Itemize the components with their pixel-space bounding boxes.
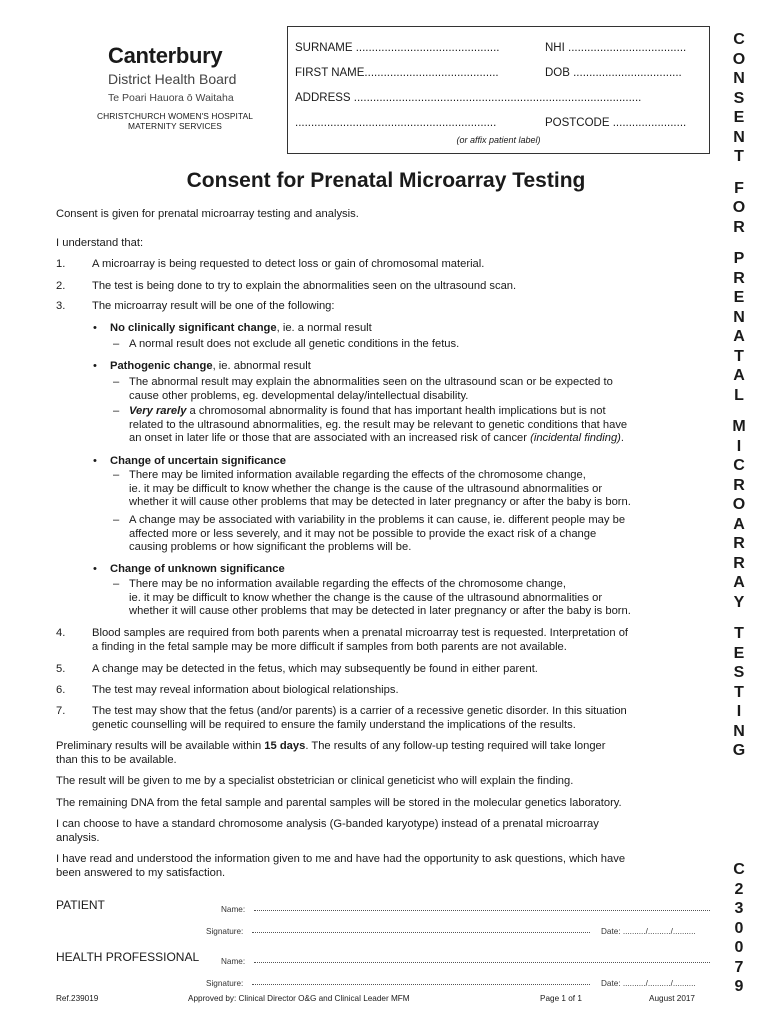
hp-signature-label: Signature:	[206, 979, 244, 988]
side-title-letter: L	[734, 386, 744, 404]
item-number: 3.	[56, 300, 66, 312]
side-title-letter: O	[732, 496, 746, 513]
side-title-letter: E	[733, 289, 745, 306]
side-title-letter: A	[733, 574, 745, 591]
dna-storage-paragraph: The remaining DNA from the fetal sample and parental samples will be stored in the molecular genetics laboratory.	[56, 797, 622, 809]
hp-date-field[interactable]: Date: ........../........../..........	[601, 979, 696, 988]
patient-name-label: Name:	[221, 905, 246, 914]
item-number: 7.	[56, 705, 66, 717]
side-code-char: C	[733, 861, 745, 878]
surname-field[interactable]: SURNAME .............................................	[295, 42, 500, 54]
side-title-letter: S	[733, 89, 745, 107]
side-title-letter: A	[733, 515, 745, 533]
item-number: 1.	[56, 258, 66, 270]
page-title: Consent for Prenatal Microarray Testing	[186, 169, 586, 192]
postcode-field[interactable]: POSTCODE .......................	[545, 117, 687, 129]
nhi-field[interactable]: NHI .....................................	[545, 42, 687, 54]
address-line-2[interactable]: ...............................................................	[295, 117, 497, 129]
dash-item: The abnormal result may explain the abnormalities seen on the ultrasound scan or be expected to cause other problems, eg. developmental delay/intellectual disability.	[129, 376, 613, 402]
item-text: The test may show that the fetus (and/or parents) is a carrier of a recessive genetic disorder. In this situation genetic counselling will be required to ensure the family understand the implications of the results.	[92, 705, 627, 731]
side-code	[724, 860, 754, 997]
patient-label-box	[287, 26, 710, 154]
item-text: The test may reveal information about biological relationships.	[92, 684, 399, 696]
side-title-letter: I	[736, 437, 742, 455]
side-title-letter: R	[733, 476, 745, 494]
first-name-field[interactable]: FIRST NAME..........................................	[295, 67, 499, 79]
bullet-item: Change of unknown significance	[110, 563, 285, 575]
health-professional-label: HEALTH PROFESSIONAL	[56, 950, 200, 964]
side-title-letter: T	[734, 625, 744, 642]
bullet-item: No clinically significant change, ie. a normal result	[110, 322, 372, 334]
side-title-letter	[724, 237, 754, 249]
footer-ref: Ref.239019	[56, 994, 99, 1003]
side-title-letter: G	[732, 742, 746, 759]
item-number: 6.	[56, 684, 66, 696]
side-title-letter: O	[732, 50, 746, 68]
item-text: Blood samples are required from both parents when a prenatal microarray test is requested. Interpretation of a finding in the fetal sample may be more difficult if samples from both parents are not available.	[92, 627, 629, 653]
address-field[interactable]: ADDRESS ..........................................................................................	[295, 92, 642, 104]
side-title-letter: O	[732, 199, 746, 216]
hospital-line-2: MATERNITY SERVICES	[128, 121, 222, 131]
side-code-char: 3	[734, 900, 744, 917]
footer-date: August 2017	[649, 994, 695, 1003]
patient-signature-input[interactable]	[252, 932, 590, 933]
dash-item: Very rarely a chromosomal abnormality is found that has important health implications but is not related to the ultrasound abnormalities, eg. the result may be relevant to genetic conditions that have an onset in later life or those that are associated with an increased risk of cancer (incidental finding).	[129, 405, 628, 444]
org-name: Canterbury	[108, 43, 223, 68]
side-title-letter: R	[733, 554, 745, 572]
hospital-name	[80, 111, 270, 131]
side-title-letter: M	[732, 418, 746, 435]
dash-item: A change may be associated with variability in the problems it can cause, ie. different people may be affected more or less severely, and it may not be possible to provide the exact risk of a change causing problems or how significant the problems will be.	[129, 514, 626, 553]
side-title-letter: N	[733, 308, 745, 326]
side-title-letter: P	[733, 250, 745, 267]
hospital-line-1: CHRISTCHURCH WOMEN'S HOSPITAL	[96, 111, 254, 121]
side-title-letter: N	[733, 722, 745, 740]
label-note: (or affix patient label)	[456, 135, 541, 145]
side-title-letter: A	[733, 328, 745, 345]
side-title-letter: C	[733, 457, 745, 474]
item-text: A microarray is being requested to detect loss or gain of chromosomal material.	[92, 258, 485, 270]
side-title-letter: R	[733, 535, 745, 552]
dash-marker: –	[113, 469, 120, 481]
side-title-letter	[724, 612, 754, 624]
org-subtitle: District Health Board	[108, 71, 237, 87]
org-maori-name: Te Poari Hauora ō Waitaha	[108, 92, 234, 104]
side-title-letter: E	[733, 644, 745, 662]
footer-page: Page 1 of 1	[540, 994, 582, 1003]
intro-text: Consent is given for prenatal microarray testing and analysis.	[56, 208, 359, 220]
side-code-char: 0	[734, 919, 744, 937]
result-given-paragraph: The result will be given to me by a specialist obstetrician or clinical geneticist who will explain the finding.	[56, 775, 574, 787]
hp-signature-input[interactable]	[252, 984, 590, 985]
patient-signature-label: Signature:	[206, 927, 244, 936]
dash-marker: –	[113, 578, 120, 590]
understand-text: I understand that:	[56, 237, 144, 249]
acknowledgement-paragraph: I have read and understood the information given to me and have had the opportunity to ask questions, which have been answered to my satisfaction.	[56, 853, 626, 879]
side-title-letter: T	[734, 683, 744, 701]
side-title-letter: F	[734, 179, 744, 197]
item-text: The microarray result will be one of the following:	[92, 300, 335, 312]
side-title	[724, 30, 754, 761]
results-paragraph: Preliminary results will be available within 15 days. The results of any follow-up testing required will take longer than this to be available.	[56, 740, 606, 766]
side-code-char: 7	[734, 958, 744, 976]
side-code-char: 9	[734, 978, 744, 995]
side-title-letter: R	[733, 269, 745, 287]
bullet-item: Change of uncertain significance	[110, 455, 286, 467]
dob-field[interactable]: DOB ..................................	[545, 67, 682, 79]
side-title-letter: A	[733, 367, 745, 384]
item-number: 4.	[56, 627, 66, 639]
hp-name-label: Name:	[221, 957, 246, 966]
bullet-marker: •	[93, 563, 97, 575]
dash-marker: –	[113, 376, 120, 388]
item-text: The test is being done to try to explain the abnormalities seen on the ultrasound scan.	[92, 280, 517, 292]
bullet-marker: •	[93, 360, 97, 372]
item-number: 2.	[56, 280, 66, 292]
patient-name-input[interactable]	[254, 910, 710, 911]
footer-approved: Approved by: Clinical Director O&G and Clinical Leader MFM	[188, 994, 410, 1003]
side-code-char: 2	[734, 880, 744, 898]
side-code-char: 0	[734, 939, 744, 956]
side-title-letter: I	[736, 703, 742, 720]
side-title-letter	[724, 405, 754, 417]
bullet-marker: •	[93, 322, 97, 334]
karyotype-paragraph: I can choose to have a standard chromosome analysis (G-banded karyotype) instead of a prenatal microarray analysis.	[56, 818, 599, 844]
hp-name-input[interactable]	[254, 962, 710, 963]
bullet-item: Pathogenic change, ie. abnormal result	[110, 360, 311, 372]
dash-marker: –	[113, 338, 120, 350]
item-number: 5.	[56, 663, 66, 675]
dash-item: There may be limited information available regarding the effects of the chromosome change, ie. it may be difficult to know whether the change is the cause of the ultrasound abnormalities or whether it will cause other problems that may be detected in later pregnancy or after the baby is born.	[129, 469, 631, 508]
side-title-letter: N	[733, 128, 745, 146]
dash-item: There may be no information available regarding the effects of the chromosome change, ie. it may be difficult to know whether the change is the cause of the ultrasound abnormalities or whether it will cause other problems that may be detected in later pregnancy or after the baby is born.	[129, 578, 631, 617]
item-text: A change may be detected in the fetus, which may subsequently be found in either parent.	[92, 663, 538, 675]
side-title-letter: R	[733, 218, 745, 236]
side-title-letter: S	[733, 664, 745, 681]
bullet-marker: •	[93, 455, 97, 467]
side-title-letter: T	[734, 148, 744, 165]
dash-item: A normal result does not exclude all genetic conditions in the fetus.	[129, 338, 460, 350]
dash-marker: –	[113, 405, 120, 417]
side-title-letter: C	[733, 31, 745, 48]
patient-label: PATIENT	[56, 898, 105, 912]
side-title-letter: E	[733, 109, 745, 126]
side-title-letter: N	[733, 70, 745, 87]
side-title-letter: T	[734, 347, 744, 365]
side-title-letter: Y	[733, 593, 745, 611]
dash-marker: –	[113, 514, 120, 526]
patient-date-field[interactable]: Date: ........../........../..........	[601, 927, 696, 936]
